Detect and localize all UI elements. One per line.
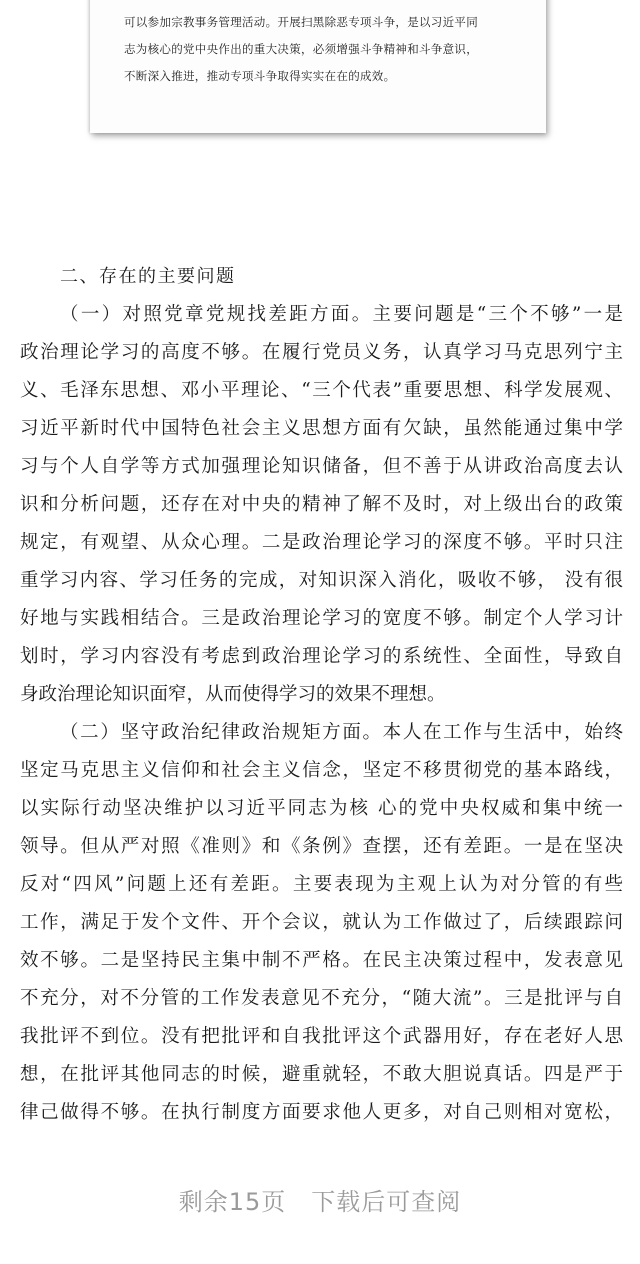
previous-page-preview bbox=[90, 0, 546, 133]
paragraph-lines bbox=[20, 296, 623, 1132]
paragraph-line: 好地与实践相结合。三是政治理论学习的宽度不够。制定个人学习计 bbox=[20, 608, 623, 629]
preview-line: 不断深入推进，推动专项斗争取得实实在在的成效。 bbox=[124, 69, 396, 83]
paragraph-line: 身政治理论知识面窄，从而使得学习的效果不理想。 bbox=[20, 684, 446, 705]
paragraph-line: 反对“四风”问题上还有差距。主要表现为主观上认为对分管的有些 bbox=[20, 874, 623, 895]
paragraph-line: 效不够。二是坚持民主集中制不严格。在民主决策过程中，发表意见 bbox=[20, 950, 623, 971]
preview-line: 志为核心的党中央作出的重大决策，必须增强斗争精神和斗争意识， bbox=[124, 42, 478, 56]
preview-text-block bbox=[124, 9, 519, 90]
paragraph-line: 划时，学习内容没有考虑到政治理论学习的系统性、全面性，导致自 bbox=[20, 646, 623, 667]
paragraph-line: 义、毛泽东思想、邓小平理论、“三个代表”重要思想、科学发展观、 bbox=[20, 380, 623, 401]
paragraph-line: 识和分析问题，还存在对中央的精神了解不及时，对上级出台的政策 bbox=[20, 494, 623, 515]
paragraph-line: （二）坚守政治纪律政治规矩方面。本人在工作与生活中，始终 bbox=[60, 722, 623, 743]
section-heading: 二、存在的主要问题 bbox=[60, 266, 236, 287]
paragraph-line: 坚定马克思主义信仰和社会主义信念，坚定不移贯彻党的基本路线， bbox=[20, 760, 623, 781]
paragraph-line: 政治理论学习的高度不够。在履行党员义务，认真学习马克思列宁主 bbox=[20, 342, 623, 363]
paragraph-line: 工作，满足于发个文件、开个会议，就认为工作做过了，后续跟踪问 bbox=[20, 912, 623, 933]
paragraph-line: 重学习内容、学习任务的完成，对知识深入消化，吸收不够， 没有很 bbox=[20, 570, 623, 591]
paragraph-line: 以实际行动坚决维护以习近平同志为核 心的党中央权威和集中统一 bbox=[20, 798, 623, 819]
paragraph-line: 习与个人自学等方式加强理论知识储备，但不善于从讲政治高度去认 bbox=[20, 456, 623, 477]
paragraph-line: （一）对照党章党规找差距方面。主要问题是“三个不够”一是 bbox=[60, 304, 623, 325]
preview-line: 可以参加宗教事务管理活动。开展扫黑除恶专项斗争，是以习近平同 bbox=[124, 15, 478, 29]
paragraph-line: 领导。但从严对照《准则》和《条例》查摆，还有差距。一是在坚决 bbox=[20, 836, 623, 857]
paragraph-line: 习近平新时代中国特色社会主义思想方面有欠缺，虽然能通过集中学 bbox=[20, 418, 623, 439]
paragraph-line: 规定，有观望、从众心理。二是政治理论学习的深度不够。平时只注 bbox=[20, 532, 623, 553]
paragraph-line: 想，在批评其他同志的时候，避重就轻，不敢大胆说真话。四是严于 bbox=[20, 1064, 623, 1085]
remaining-pages-download-prompt[interactable]: 剩余15页 下载后可查阅 bbox=[178, 1188, 462, 1216]
paragraph-line: 我批评不到位。没有把批评和自我批评这个武器用好，存在老好人思 bbox=[20, 1026, 623, 1047]
paragraph-line: 律己做得不够。在执行制度方面要求他人更多，对自己则相对宽松， bbox=[20, 1102, 623, 1123]
paragraph-line: 不充分，对不分管的工作发表意见不充分，“随大流”。三是批评与自 bbox=[20, 988, 623, 1009]
